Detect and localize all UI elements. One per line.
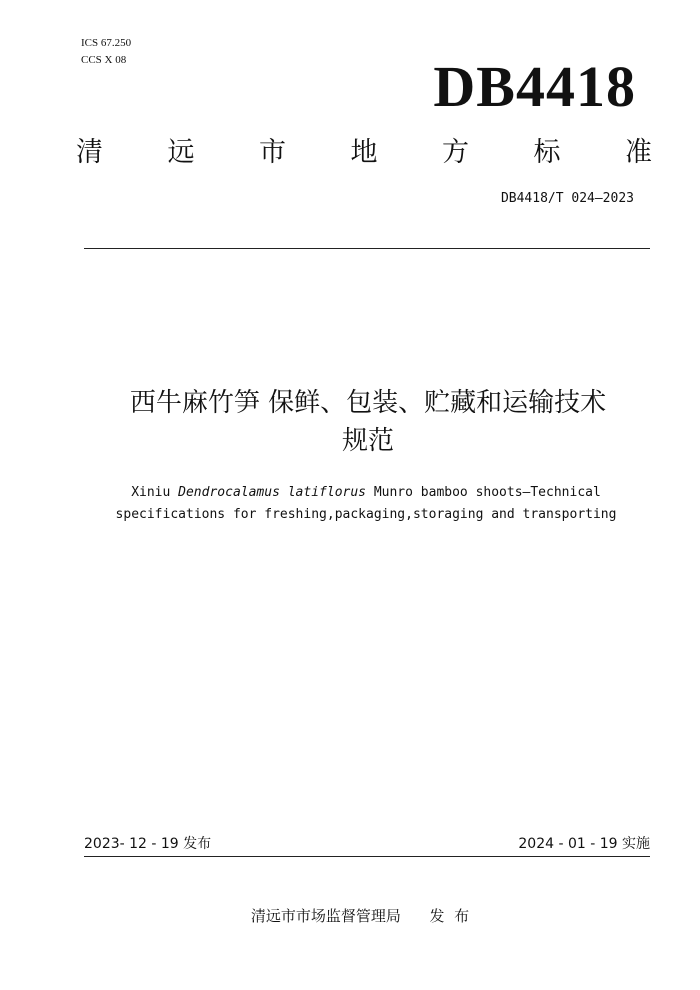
english-title-rest: Munro bamboo shoots—Technical — [366, 485, 601, 500]
footer-divider — [84, 856, 650, 857]
standard-type-char: 地 — [350, 137, 378, 168]
english-title-line2: specifications for freshing,packaging,storaging and transporting — [115, 507, 617, 522]
dates-row — [84, 835, 650, 853]
chinese-title-line2: 规范 — [341, 426, 394, 456]
species-name: Dendrocalamus latiflorus — [178, 485, 366, 500]
ics-code: ICS 67.250 — [81, 37, 132, 49]
english-title-line1 — [60, 482, 672, 504]
header-divider — [84, 248, 650, 249]
implement-date: 2024 - 01 - 19 实施 — [518, 836, 650, 852]
standard-type-heading — [76, 136, 652, 170]
standard-type-char: 市 — [259, 137, 286, 168]
ccs-code: CCS X 08 — [81, 54, 127, 66]
standard-type-char: 准 — [625, 137, 652, 168]
chinese-title-line1: 西牛麻竹笋 保鲜、包装、贮藏和运输技术 — [129, 388, 607, 418]
english-title — [60, 482, 672, 526]
issuing-authority: 清远市市场监督管理局 发 布 — [250, 907, 470, 925]
db4418-logo: DB4418 — [433, 54, 636, 119]
chinese-title — [80, 384, 656, 460]
issue-date: 2023- 12 - 19 发布 — [84, 836, 212, 852]
english-title-prefix: Xiniu — [131, 485, 179, 500]
standard-number: DB4418/T 024—2023 — [500, 191, 634, 206]
standard-type-char: 远 — [167, 137, 195, 168]
standard-type-char: 方 — [442, 137, 469, 168]
classification-codes — [81, 35, 131, 69]
standard-type-char: 清 — [76, 137, 103, 168]
standard-type-char: 标 — [533, 137, 561, 168]
